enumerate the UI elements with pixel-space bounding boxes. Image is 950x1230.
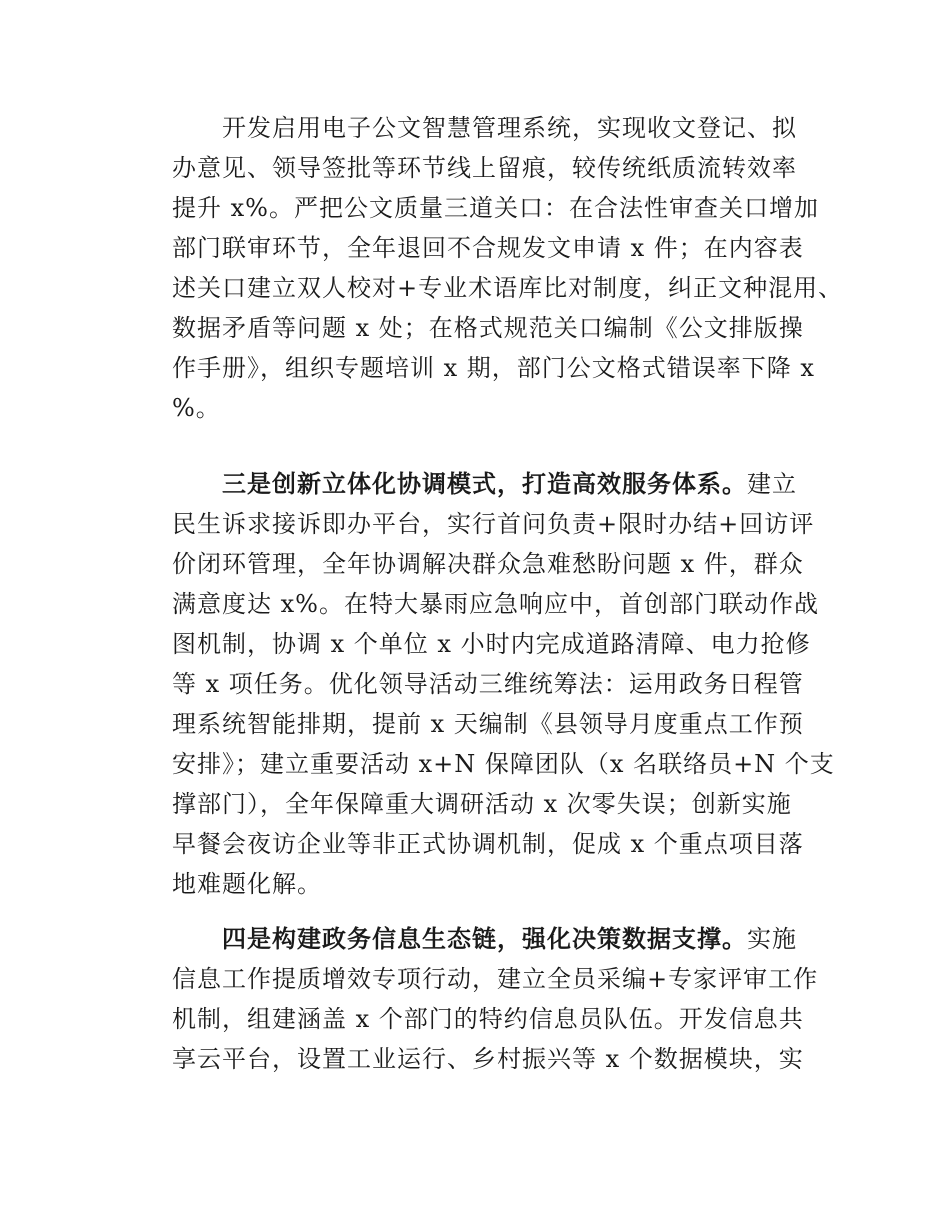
paragraph-line: 价闭环管理，全年协调解决群众急难愁盼问题 x 件，群众 <box>172 550 804 578</box>
paragraph-line: 安排》；建立重要活动 x+N 保障团队（x 名联络员+N 个支 <box>172 750 835 778</box>
paragraph-line: 部门联审环节，全年退回不合规发文申请 x 件；在内容表 <box>172 234 804 262</box>
paragraph-line: 机制，组建涵盖 x 个部门的特约信息员队伍。开发信息共 <box>172 1005 804 1033</box>
paragraph-first-line <box>172 919 822 959</box>
paragraph-heading-continuation: 建立 <box>747 470 797 498</box>
paragraph-coordination-model <box>172 464 835 904</box>
paragraph-e-document-system <box>172 108 844 428</box>
paragraph-line: 数据矛盾等问题 x 处；在格式规范关口编制《公文排版操 <box>172 314 804 342</box>
paragraph-line: 作手册》，组织专题培训 x 期，部门公文格式错误率下降 x <box>172 354 815 382</box>
paragraph-line: 等 x 项任务。优化领导活动三维统筹法：运用政务日程管 <box>172 670 804 698</box>
paragraph-information-ecosystem <box>172 919 822 1079</box>
paragraph-line: 满意度达 x%。在特大暴雨应急响应中，首创部门联动作战 <box>172 590 819 618</box>
paragraph-line: 民生诉求接诉即办平台，实行首问负责+限时办结+回访评 <box>172 510 815 538</box>
paragraph-line: 早餐会夜访企业等非正式协调机制，促成 x 个重点项目落 <box>172 830 804 858</box>
paragraph-line: 图机制，协调 x 个单位 x 小时内完成道路清障、电力抢修 <box>172 630 811 658</box>
paragraph-line: 撑部门），全年保障重大调研活动 x 次零失误；创新实施 <box>172 790 792 818</box>
paragraph-heading: 三是创新立体化协调模式，打造高效服务体系。 <box>222 469 747 498</box>
paragraph-heading: 四是构建政务信息生态链，强化决策数据支撑。 <box>222 924 747 953</box>
paragraph-line: 开发启用电子公文智慧管理系统，实现收文登记、拟 <box>222 114 797 142</box>
paragraph-heading-continuation: 实施 <box>747 925 797 953</box>
paragraph-line: 地难题化解。 <box>172 870 322 898</box>
paragraph-line: 述关口建立双人校对+专业术语库比对制度，纠正文种混用、 <box>172 274 844 302</box>
paragraph-line: 办意见、领导签批等环节线上留痕，较传统纸质流转效率 <box>172 154 797 182</box>
paragraph-line: 享云平台，设置工业运行、乡村振兴等 x 个数据模块，实 <box>172 1045 804 1073</box>
paragraph-line: 提升 x%。严把公文质量三道关口：在合法性审查关口增加 <box>172 194 819 222</box>
paragraph-line: 信息工作提质增效专项行动，建立全员采编+专家评审工作 <box>172 965 819 993</box>
paragraph-line: 理系统智能排期，提前 x 天编制《县领导月度重点工作预 <box>172 710 804 738</box>
paragraph-first-line <box>172 464 822 504</box>
paragraph-line: %。 <box>172 394 221 422</box>
